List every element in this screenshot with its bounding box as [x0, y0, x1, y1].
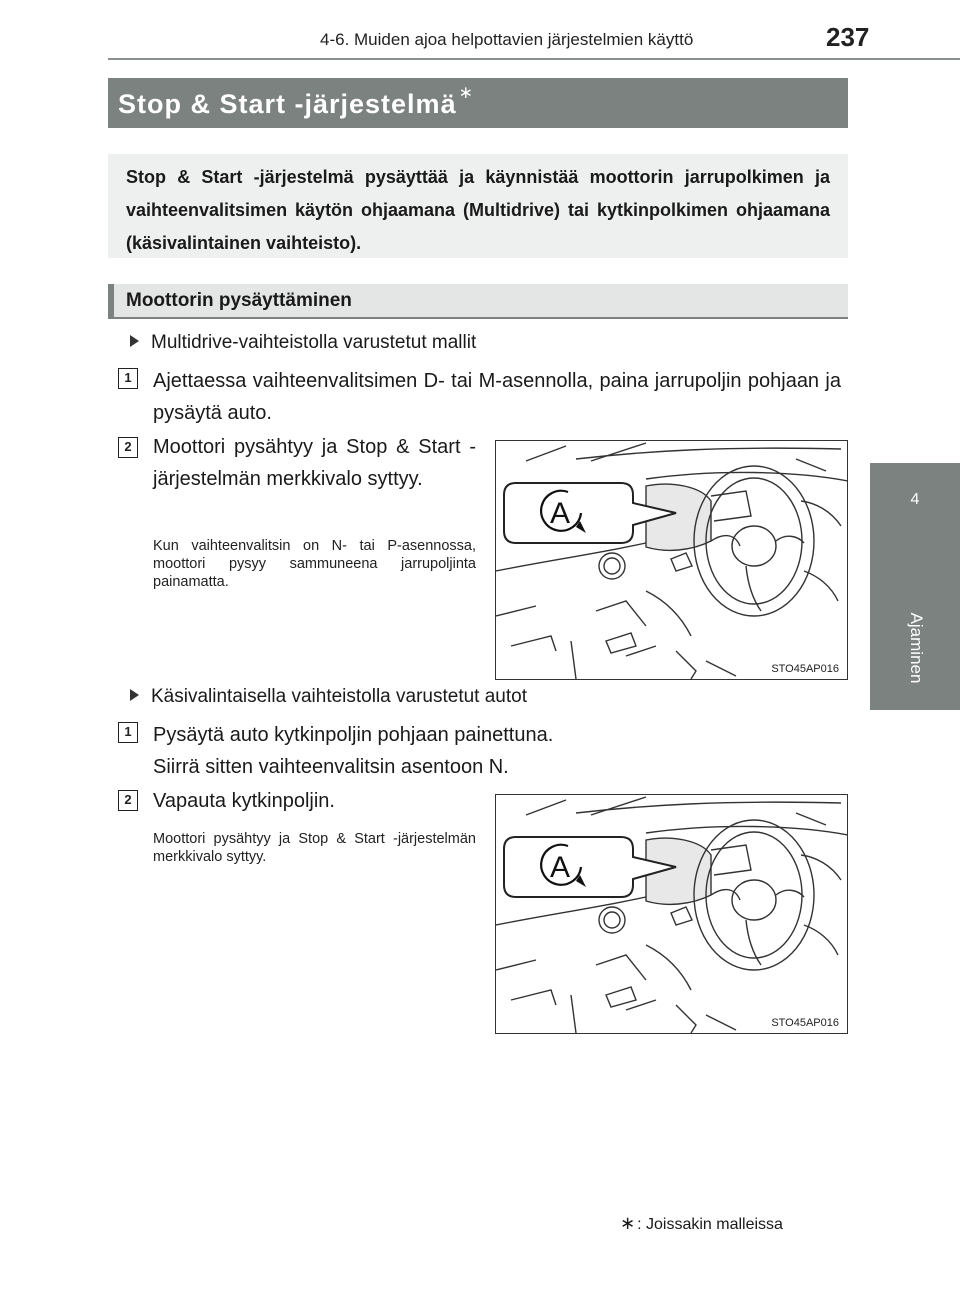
section-heading	[108, 284, 848, 319]
manual-step1-text	[153, 719, 841, 783]
footnote-text: : Joissakin malleissa	[637, 1216, 783, 1233]
manual-heading-text: Käsivalintaisella vaihteistolla varustetut autot	[151, 686, 527, 707]
chapter-label	[904, 603, 928, 693]
manual-step1-line2: Siirrä sitten vaihteenvalitsin asentoon N.	[153, 756, 509, 778]
multidrive-step2-note: Kun vaihteenvalitsin on N- tai P-asennossa, moottori pysyy sammuneena jarrupoljinta painamatta.	[153, 538, 476, 590]
title-bar	[108, 78, 848, 128]
chapter-label-text: Ajaminen	[907, 612, 926, 684]
figure-code: STO45AP016	[771, 1017, 839, 1029]
multidrive-heading	[130, 332, 476, 354]
dashboard-illustration	[495, 794, 848, 1034]
multidrive-step2-text: Moottori pysähtyy ja Stop & Start -järjestelmän merkkivalo syttyy.	[153, 436, 476, 490]
manual-heading	[130, 686, 527, 708]
manual-step2-text: Vapauta kytkinpoljin.	[153, 790, 335, 812]
step-badge-1: 1	[118, 368, 138, 389]
footnote-asterisk: ∗	[620, 1213, 636, 1233]
header-rule	[108, 58, 960, 60]
step-badge-2: 2	[118, 790, 138, 811]
title-asterisk: ∗	[458, 83, 474, 102]
multidrive-heading-text: Multidrive-vaihteistolla varustetut mallit	[151, 332, 477, 353]
chapter-number: 4	[910, 491, 920, 508]
triangle-bullet-icon	[130, 689, 139, 701]
chapter-tab	[870, 463, 960, 710]
dashboard-line-drawing	[496, 441, 848, 680]
step-badge-1: 1	[118, 722, 138, 743]
dashboard-illustration	[495, 440, 848, 680]
manual-step2-note: Moottori pysähtyy ja Stop & Start -järjestelmän merkkivalo syttyy.	[153, 831, 476, 865]
figure-code: STO45AP016	[771, 663, 839, 675]
triangle-bullet-icon	[130, 335, 139, 347]
dashboard-line-drawing	[496, 795, 848, 1034]
page-title	[118, 83, 474, 120]
running-header: 4-6. Muiden ajoa helpottavien järjestelmien käyttö	[320, 30, 694, 49]
page-number: 237	[826, 22, 870, 52]
step-badge-2: 2	[118, 437, 138, 458]
multidrive-step1-text: Ajettaessa vaihteenvalitsimen D- tai M-asennolla, paina jarrupoljin pohjaan ja pysäytä auto.	[153, 370, 841, 424]
manual-step1-line1: Pysäytä auto kytkinpoljin pohjaan painettuna.	[153, 724, 554, 746]
callout-label-a: A	[549, 851, 571, 884]
page-title-text: Stop & Start -järjestelmä	[118, 89, 457, 119]
section-heading-text: Moottorin pysäyttäminen	[126, 290, 352, 311]
callout-label-a: A	[549, 497, 571, 530]
footnote	[620, 1213, 783, 1234]
intro-box	[108, 154, 848, 258]
intro-text: Stop & Start -järjestelmä pysäyttää ja käynnistää moottorin jarrupolkimen ja vaihteenvalitsimen käytön ohjaamana (Multidrive) tai kytkinpolkimen ohjaamana (käsivalintainen vaihteisto).	[126, 167, 830, 253]
